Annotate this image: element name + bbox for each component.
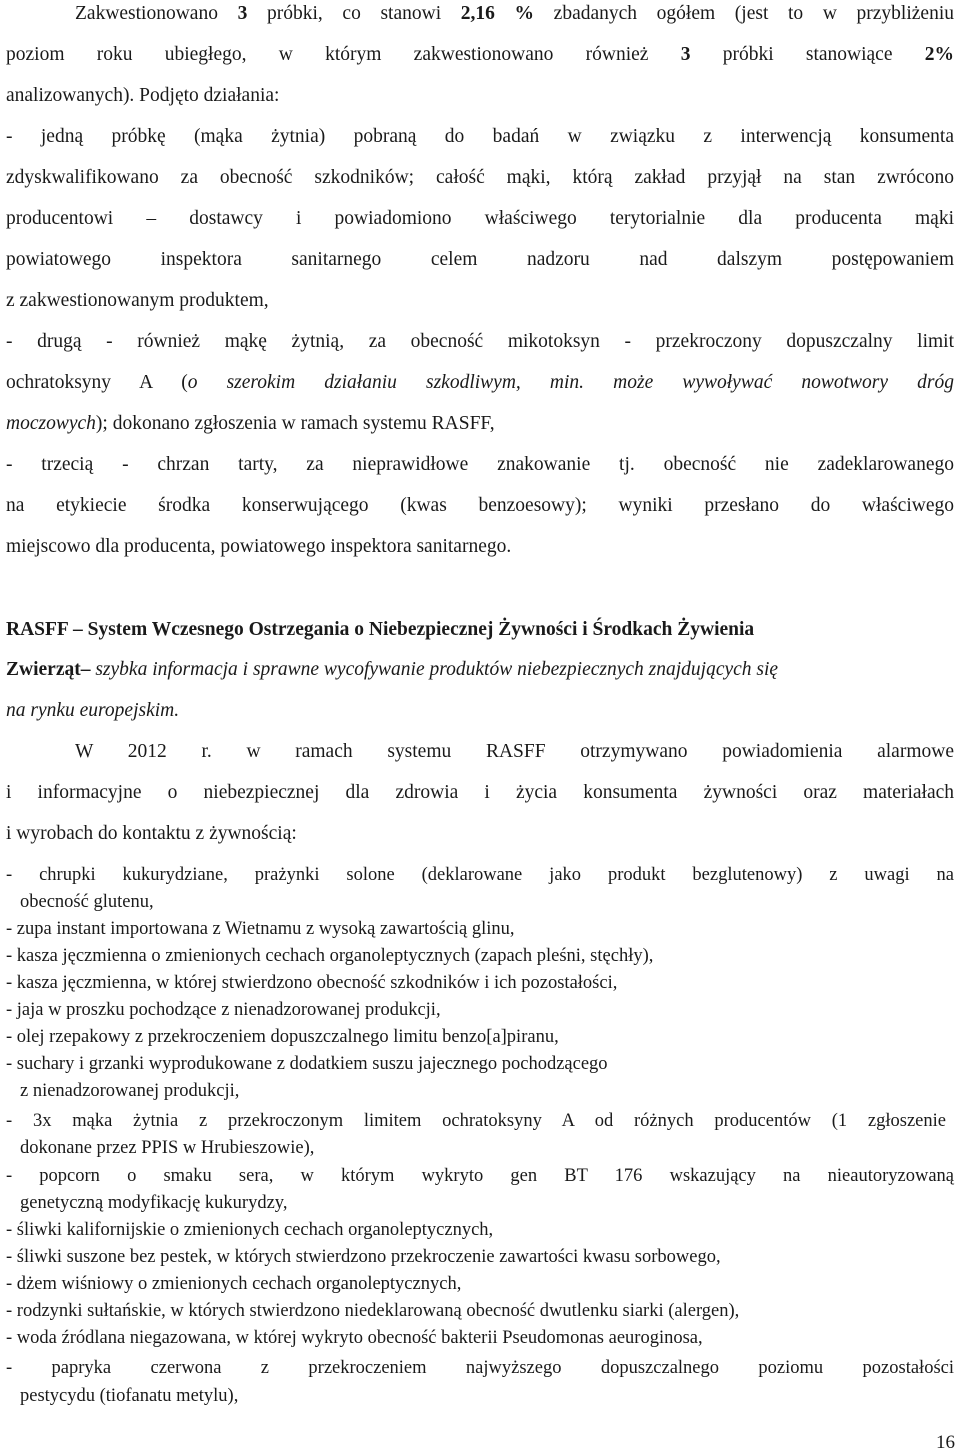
text: Zakwestionowano xyxy=(75,3,238,24)
para1-line-4: - jedną próbkę (mąka żytnia) pobraną do badań w związku z interwencją konsumenta xyxy=(6,126,954,147)
list-item: - chrupki kukurydziane, prażynki solone (deklarowane jako produkt bezglutenowy) z uwagi na xyxy=(6,865,954,885)
para2-line-2: i informacyjne o niebezpiecznej dla zdrowia i życia konsumenta żywności oraz materiałach xyxy=(6,782,954,803)
para1-line-9: - drugą - również mąkę żytnią, za obecność mikotoksyn - przekroczony dopuszczalny limit xyxy=(6,331,954,352)
page-number: 16 xyxy=(936,1432,955,1453)
list-item: - kasza jęczmienna o zmienionych cechach organoleptycznych (zapach pleśni, stęchły), xyxy=(6,946,654,966)
list-item: - popcorn o smaku sera, w którym wykryto gen BT 176 wskazujący na nieautoryzowaną xyxy=(6,1166,954,1186)
para1-line-7: powiatowego inspektora sanitarnego celem nadzoru nad dalszym postępowaniem xyxy=(6,249,954,270)
para1-line-13: na etykiecie środka konserwującego (kwas benzoesowy); wyniki przesłano do właściwego xyxy=(6,495,954,516)
text: ochratoksyny A ( xyxy=(6,372,188,393)
list-item: - rodzynki sułtańskie, w których stwierdzono niedeklarowaną obecność dwutlenku siarki (alergen), xyxy=(6,1301,740,1321)
heading-italic: szybka informacja i sprawne wycofywanie produktów niebezpiecznych znajdujących się xyxy=(95,659,779,680)
para1-line-11 xyxy=(6,412,495,436)
text-bold: 3 xyxy=(680,44,691,65)
para1-line-8: z zakwestionowanym produktem, xyxy=(6,290,269,311)
para1-line-14: miejscowo dla producenta, powiatowego inspektora sanitarnego. xyxy=(6,536,512,557)
list-item: - suchary i grzanki wyprodukowane z dodatkiem suszu jajecznego pochodzącego xyxy=(6,1054,608,1074)
para1-line-2 xyxy=(6,43,954,67)
list-item-cont: obecność glutenu, xyxy=(20,892,154,912)
heading-bold: Zwierząt– xyxy=(6,659,96,680)
list-item: - kasza jęczmienna, w której stwierdzono obecność szkodników i ich pozostałości, xyxy=(6,973,618,993)
text: poziom roku ubiegłego, w którym zakwestionowano również xyxy=(6,44,681,65)
rasff-heading-line-1: RASFF – System Wczesnego Ostrzegania o Niebezpiecznej Żywności i Środkach Żywienia xyxy=(6,619,755,640)
rasff-heading-line-2 xyxy=(6,658,778,682)
list-item-cont: pestycydu (tiofanatu metylu), xyxy=(20,1386,239,1406)
para1-line-3: analizowanych). Podjęto działania: xyxy=(6,85,280,106)
text-bold: 2% xyxy=(924,44,954,65)
list-item: - jaja w proszku pochodzące z nienadzorowanej produkcji, xyxy=(6,1000,441,1020)
list-item: - śliwki kalifornijskie o zmienionych cechach organoleptycznych, xyxy=(6,1220,494,1240)
text-bold: 2,16 % xyxy=(460,3,535,24)
list-item: - śliwki suszone bez pestek, w których stwierdzono przekroczenie zawartości kwasu sorbowego, xyxy=(6,1247,721,1267)
list-item-cont: dokonane przez PPIS w Hrubieszowie), xyxy=(20,1138,315,1158)
text: ); dokonano zgłoszenia w ramach systemu RASFF, xyxy=(95,413,495,434)
rasff-heading-line-3: na rynku europejskim. xyxy=(6,700,180,721)
list-item: - woda źródlana niegazowana, w której wykryto obecność bakterii Pseudomonas aeuroginosa, xyxy=(6,1328,703,1348)
para1-line-12: - trzecią - chrzan tarty, za nieprawidłowe znakowanie tj. obecność nie zadeklarowanego xyxy=(6,454,954,475)
list-item: - zupa instant importowana z Wietnamu z wysoką zawartością glinu, xyxy=(6,919,515,939)
para1-line-6: producentowi – dostawcy i powiadomiono właściwego terytorialnie dla producenta mąki xyxy=(6,208,954,229)
list-item-cont: z nienadzorowanej produkcji, xyxy=(20,1081,240,1101)
list-item: - olej rzepakowy z przekroczeniem dopuszczalnego limitu benzo[a]piranu, xyxy=(6,1027,559,1047)
list-item: - 3x mąka żytnia z przekroczonym limitem ochratoksyny A od różnych producentów (1 zgłoszenie xyxy=(6,1111,946,1131)
list-item: - papryka czerwona z przekroczeniem najwyższego dopuszczalnego poziomu pozostałości xyxy=(6,1358,954,1378)
list-item-cont: genetyczną modyfikację kukurydzy, xyxy=(20,1193,288,1213)
para2-line-1: W 2012 r. w ramach systemu RASFF otrzymywano powiadomienia alarmowe xyxy=(75,741,954,762)
para2-line-3: i wyrobach do kontaktu z żywnością: xyxy=(6,823,297,844)
text-italic: moczowych xyxy=(6,413,96,434)
para1-line-1 xyxy=(75,2,954,26)
text: zbadanych ogółem (jest to w przybliżeniu xyxy=(534,3,954,24)
para1-line-5: zdyskwalifikowano za obecność szkodników; całość mąki, którą zakład przyjął na stan zwrócono xyxy=(6,167,954,188)
list-item: - dżem wiśniowy o zmienionych cechach organoleptycznych, xyxy=(6,1274,462,1294)
para1-line-10 xyxy=(6,371,954,395)
text-italic: o szerokim działaniu szkodliwym, min. może wywoływać nowotwory dróg xyxy=(187,372,954,393)
text: próbki, co stanowi xyxy=(247,3,461,24)
text: próbki stanowiące xyxy=(690,44,925,65)
text-bold: 3 xyxy=(237,3,248,24)
